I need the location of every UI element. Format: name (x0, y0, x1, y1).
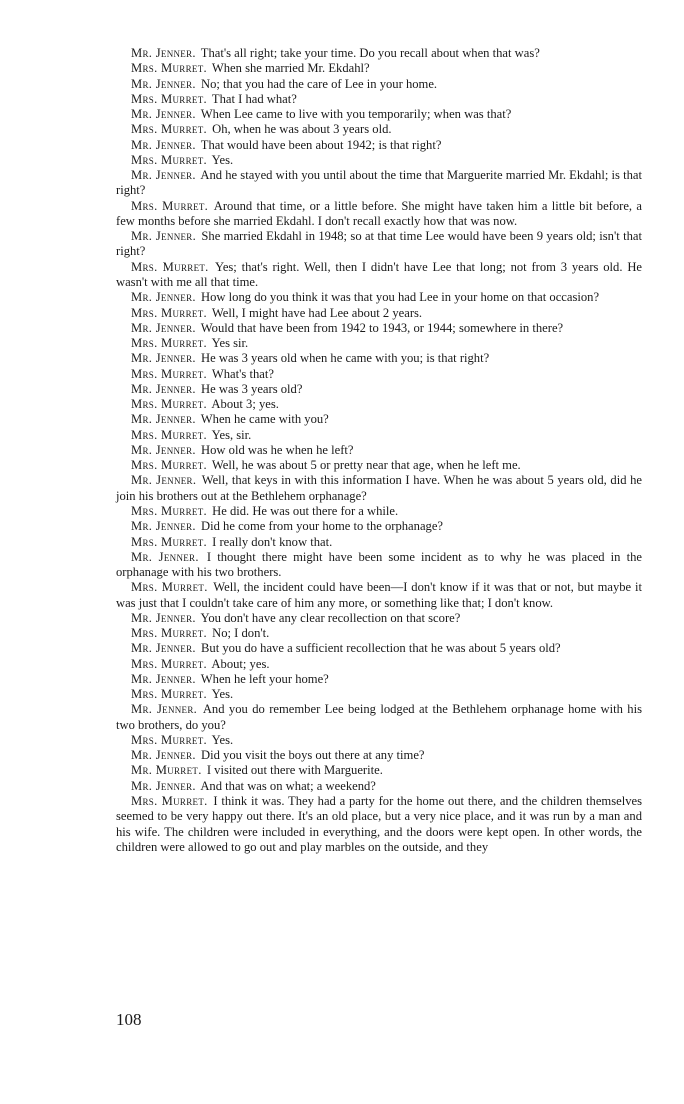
speaker-name: Mr. Jenner. (131, 641, 196, 656)
speaker-name: Mrs. Murret. (131, 626, 207, 641)
testimony-paragraph (116, 550, 642, 581)
testimony-paragraph (116, 657, 642, 672)
speech-text: Yes. (211, 152, 234, 167)
testimony-paragraph (116, 779, 642, 794)
testimony-paragraph (116, 122, 642, 137)
testimony-paragraph (116, 92, 642, 107)
speech-text: When he came with you? (200, 412, 329, 427)
speaker-name: Mr. Jenner. (131, 137, 196, 152)
testimony-paragraph (116, 153, 642, 168)
speaker-name: Mr. Jenner. (131, 412, 196, 427)
speech-text: About; yes. (211, 656, 270, 671)
testimony-paragraph (116, 107, 642, 122)
speech-text: When he left your home? (200, 671, 329, 686)
speaker-name: Mr. Jenner. (131, 671, 196, 686)
speech-text: He did. He was out there for a while. (212, 503, 399, 518)
testimony-paragraph (116, 458, 642, 473)
speaker-name: Mrs. Murret. (131, 503, 207, 518)
speech-text: Did you visit the boys out there at any time? (201, 748, 425, 763)
speaker-name: Mrs. Murret. (131, 656, 207, 671)
testimony-paragraph (116, 504, 642, 519)
speech-text: I think it was. They had a party for the home out there, and the children themselves seemed to be very happy out there. It's an old place, but a very nice place, and it was run by a man and his wife. The children were included in everything, and the doors were kept open. In other words, the children were allowed to go out and play marbles on the outside, and they (116, 794, 642, 854)
testimony-paragraph (116, 351, 642, 366)
speaker-name: Mr. Jenner. (131, 519, 196, 534)
speech-text: About 3; yes. (211, 397, 279, 412)
speech-text: Well, that keys in with this information I have. When he was about 5 years old, did he join his brothers out at the Bethlehem orphanage? (116, 473, 642, 503)
speaker-name: Mr. Jenner. (131, 229, 197, 244)
speech-text: When Lee came to live with you temporarily; when was that? (200, 107, 512, 122)
speech-text: Well, I might have had Lee about 2 years. (211, 305, 423, 320)
speaker-name: Mrs. Murret. (131, 198, 209, 213)
testimony-paragraph (116, 382, 642, 397)
speech-text: Well, the incident could have been—I don't know if it was that or not, but maybe it was just that I couldn't take care of him any more, or something like that; I don't know. (116, 580, 642, 610)
speaker-name: Mr. Jenner. (131, 168, 196, 183)
speaker-name: Mr. Jenner. (131, 351, 196, 366)
speaker-name: Mrs. Murret. (131, 259, 209, 274)
speaker-name: Mrs. Murret. (131, 336, 207, 351)
page-number: 108 (116, 1010, 142, 1029)
testimony-paragraph (116, 336, 642, 351)
testimony-paragraph (116, 611, 642, 626)
speaker-name: Mrs. Murret. (131, 794, 208, 809)
testimony-paragraph (116, 199, 642, 230)
speech-text: And he stayed with you until about the time that Marguerite married Mr. Ekdahl; is that right? (116, 168, 642, 198)
testimony-paragraph (116, 626, 642, 641)
speech-text: Oh, when he was about 3 years old. (212, 122, 392, 137)
speech-text: How long do you think it was that you had Lee in your home on that occasion? (201, 290, 600, 305)
testimony-paragraph (116, 229, 642, 260)
speaker-name: Mr. Jenner. (131, 473, 197, 488)
testimony-paragraph (116, 702, 642, 733)
speaker-name: Mrs. Murret. (131, 152, 207, 167)
testimony-paragraph (116, 672, 642, 687)
speaker-name: Mr. Jenner. (131, 381, 196, 396)
speech-text: Did he come from your home to the orphanage? (201, 519, 444, 534)
speech-text: That would have been about 1942; is that right? (200, 137, 442, 152)
speech-text: You don't have any clear recollection on that score? (200, 610, 461, 625)
speaker-name: Mr. Murret. (131, 763, 202, 778)
testimony-paragraph (116, 168, 642, 199)
speaker-name: Mr. Jenner. (131, 107, 196, 122)
testimony-paragraph (116, 733, 642, 748)
speaker-name: Mrs. Murret. (131, 580, 208, 595)
testimony-paragraph (116, 412, 642, 427)
testimony-paragraph (116, 321, 642, 336)
speaker-name: Mr. Jenner. (131, 778, 196, 793)
speech-text: No; I don't. (212, 626, 270, 641)
testimony-paragraph (116, 260, 642, 291)
testimony-paragraph (116, 443, 642, 458)
testimony-paragraph (116, 290, 642, 305)
speech-text: Yes, sir. (211, 427, 252, 442)
speech-text: And that was on what; a weekend? (200, 778, 376, 793)
testimony-paragraph (116, 367, 642, 382)
testimony-paragraph (116, 77, 642, 92)
speaker-name: Mrs. Murret. (131, 61, 207, 76)
speech-text: That I had what? (211, 91, 297, 106)
speaker-name: Mrs. Murret. (131, 122, 207, 137)
speech-text: Yes; that's right. Well, then I didn't have Lee that long; not from 3 years old. He wasn't with me all that time. (116, 259, 643, 289)
testimony-paragraph (116, 397, 642, 412)
testimony-paragraph (116, 138, 642, 153)
speech-text: Yes. (211, 687, 234, 702)
speaker-name: Mrs. Murret. (131, 91, 207, 106)
testimony-paragraph (116, 580, 642, 611)
speech-text: He was 3 years old when he came with you; is that right? (201, 351, 490, 366)
speaker-name: Mr. Jenner. (131, 46, 196, 60)
testimony-paragraph (116, 428, 642, 443)
speech-text: How old was he when he left? (201, 442, 354, 457)
testimony-text (116, 46, 642, 855)
testimony-paragraph (116, 61, 642, 76)
speaker-name: Mr. Jenner. (131, 702, 198, 717)
testimony-paragraph (116, 46, 642, 61)
testimony-paragraph (116, 763, 642, 778)
speech-text: I really don't know that. (212, 534, 333, 549)
testimony-paragraph (116, 519, 642, 534)
testimony-paragraph (116, 687, 642, 702)
speech-text: That's all right; take your time. Do you recall about when that was? (200, 46, 540, 60)
speech-text: And you do remember Lee being lodged at the Bethlehem orphanage home with his two brothers, do you? (116, 702, 642, 732)
speaker-name: Mrs. Murret. (131, 534, 207, 549)
speech-text: She married Ekdahl in 1948; so at that time Lee would have been 9 years old; isn't that right? (116, 229, 642, 259)
speaker-name: Mr. Jenner. (131, 76, 196, 91)
speaker-name: Mr. Jenner. (131, 549, 199, 564)
speaker-name: Mr. Jenner. (131, 610, 196, 625)
speaker-name: Mrs. Murret. (131, 458, 207, 473)
speaker-name: Mrs. Murret. (131, 366, 207, 381)
speech-text: He was 3 years old? (201, 381, 303, 396)
speaker-name: Mrs. Murret. (131, 305, 207, 320)
speech-text: What's that? (211, 366, 274, 381)
speech-text: Around that time, or a little before. She might have taken him a little bit before, a few months before she married Ekdahl. I don't recall exactly how that was now. (116, 198, 642, 228)
speech-text: No; that you had the care of Lee in your home. (201, 76, 438, 91)
speaker-name: Mr. Jenner. (131, 748, 196, 763)
speech-text: When she married Mr. Ekdahl? (211, 61, 370, 76)
speech-text: Yes sir. (211, 336, 249, 351)
speech-text: But you do have a sufficient recollection that he was about 5 years old? (201, 641, 561, 656)
speaker-name: Mrs. Murret. (131, 732, 207, 747)
speech-text: Would that have been from 1942 to 1943, or 1944; somewhere in there? (200, 320, 564, 335)
testimony-paragraph (116, 748, 642, 763)
speech-text: I thought there might have been some incident as to why he was placed in the orphanage with his two brothers. (116, 549, 642, 580)
testimony-paragraph (116, 473, 642, 504)
speech-text: Yes. (211, 732, 234, 747)
speaker-name: Mr. Jenner. (131, 290, 196, 305)
speaker-name: Mrs. Murret. (131, 427, 207, 442)
speaker-name: Mr. Jenner. (131, 320, 196, 335)
speech-text: Well, he was about 5 or pretty near that age, when he left me. (211, 458, 521, 473)
testimony-paragraph (116, 535, 642, 550)
speaker-name: Mrs. Murret. (131, 687, 207, 702)
speaker-name: Mr. Jenner. (131, 442, 196, 457)
speaker-name: Mrs. Murret. (131, 397, 207, 412)
speech-text: I visited out there with Marguerite. (206, 763, 383, 778)
testimony-paragraph (116, 794, 642, 855)
testimony-paragraph (116, 641, 642, 656)
testimony-paragraph (116, 306, 642, 321)
